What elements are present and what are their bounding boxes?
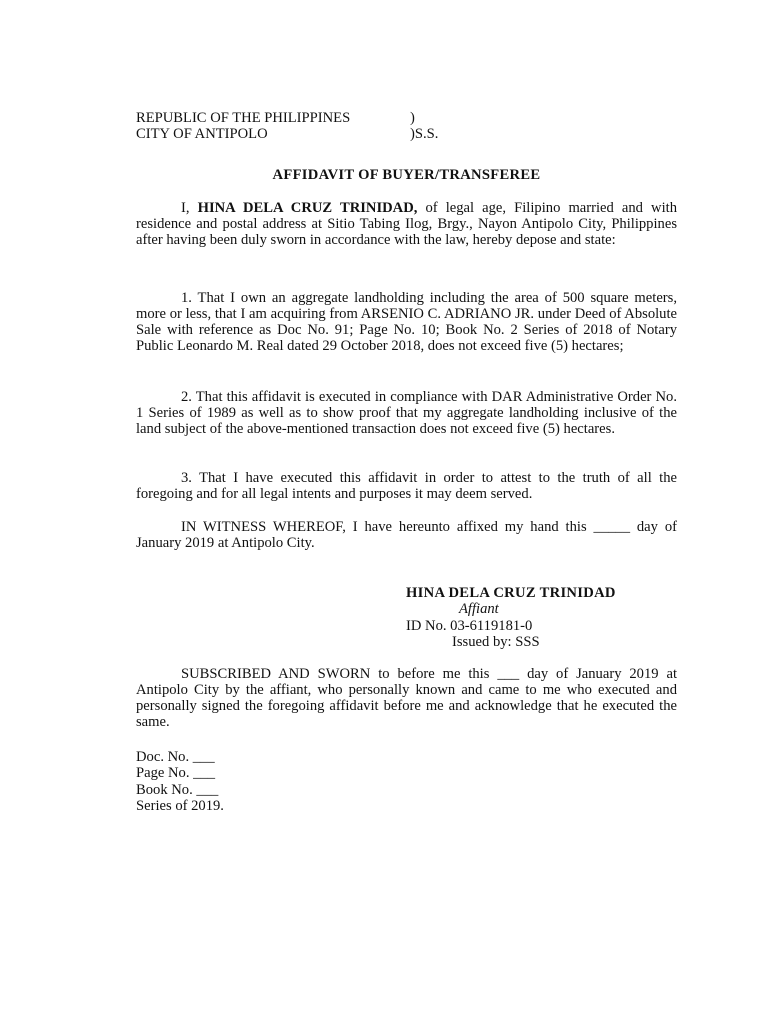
- paragraph-3: 3. That I have executed this affidavit in order to attest to the truth of all the foregoing and for all legal intents and purposes it may deem served.: [136, 470, 677, 502]
- signature-name: HINA DELA CRUZ TRINIDAD: [406, 585, 616, 601]
- notary-doc-no: Doc. No. ___: [136, 749, 215, 765]
- notary-book-no: Book No. ___: [136, 781, 219, 798]
- caption-republic: [136, 110, 415, 126]
- notarial-register: [136, 749, 224, 814]
- caption-city: [136, 126, 438, 142]
- notary-page-no: Page No. ___: [136, 765, 216, 782]
- intro-post: of legal age, Filipino married and with residence and postal address at Sitio Tabing Ilog, Brgy., Nayon Antipolo City, Philippines after having been duly sworn in accordance with the law, hereby depose and state:: [136, 200, 677, 248]
- witness-paragraph: IN WITNESS WHEREOF, I have hereunto affixed my hand this _____ day of January 2019 at Antipolo City.: [136, 519, 677, 551]
- intro-pre: I,: [181, 200, 198, 216]
- caption-ss: )S.S.: [410, 126, 439, 142]
- caption-republic-paren: ): [410, 110, 415, 126]
- caption-republic-text: REPUBLIC OF THE PHILIPPINES: [136, 110, 351, 126]
- signature-issued-by: Issued by: SSS: [452, 634, 540, 650]
- affiant-name-inline: HINA DELA CRUZ TRINIDAD,: [197, 200, 418, 216]
- paragraph-2: 2. That this affidavit is executed in compliance with DAR Administrative Order No. 1 Series of 1989 as well as to show proof that my aggregate landholding inclusive of the land subject of the above-mentioned transaction does not exceed five (5) hectares.: [136, 389, 677, 437]
- signature-role: Affiant: [459, 601, 499, 617]
- document-title: AFFIDAVIT OF BUYER/TRANSFEREE: [272, 167, 541, 183]
- signature-id-number: ID No. 03-6119181-0: [406, 618, 533, 634]
- caption-city-text: CITY OF ANTIPOLO: [136, 126, 268, 142]
- paragraph-1: 1. That I own an aggregate landholding including the area of 500 square meters, more or less, that I am acquiring from ARSENIO C. ADRIANO JR. under Deed of Absolute Sale with reference as Doc No. 91; Page No. 10; Book No. 2 Series of 2018 of Notary Public Leonardo M. Real dated 29 October 2018, does not exceed five (5) hectares;: [136, 290, 677, 354]
- jurat-paragraph: SUBSCRIBED AND SWORN to before me this ___ day of January 2019 at Antipolo City by the affiant, who personally known and came to me who executed and personally signed the foregoing affidavit before me and acknowledge that he executed the same.: [136, 666, 677, 730]
- notary-series: Series of 2019.: [136, 797, 224, 814]
- intro-paragraph: [136, 200, 677, 248]
